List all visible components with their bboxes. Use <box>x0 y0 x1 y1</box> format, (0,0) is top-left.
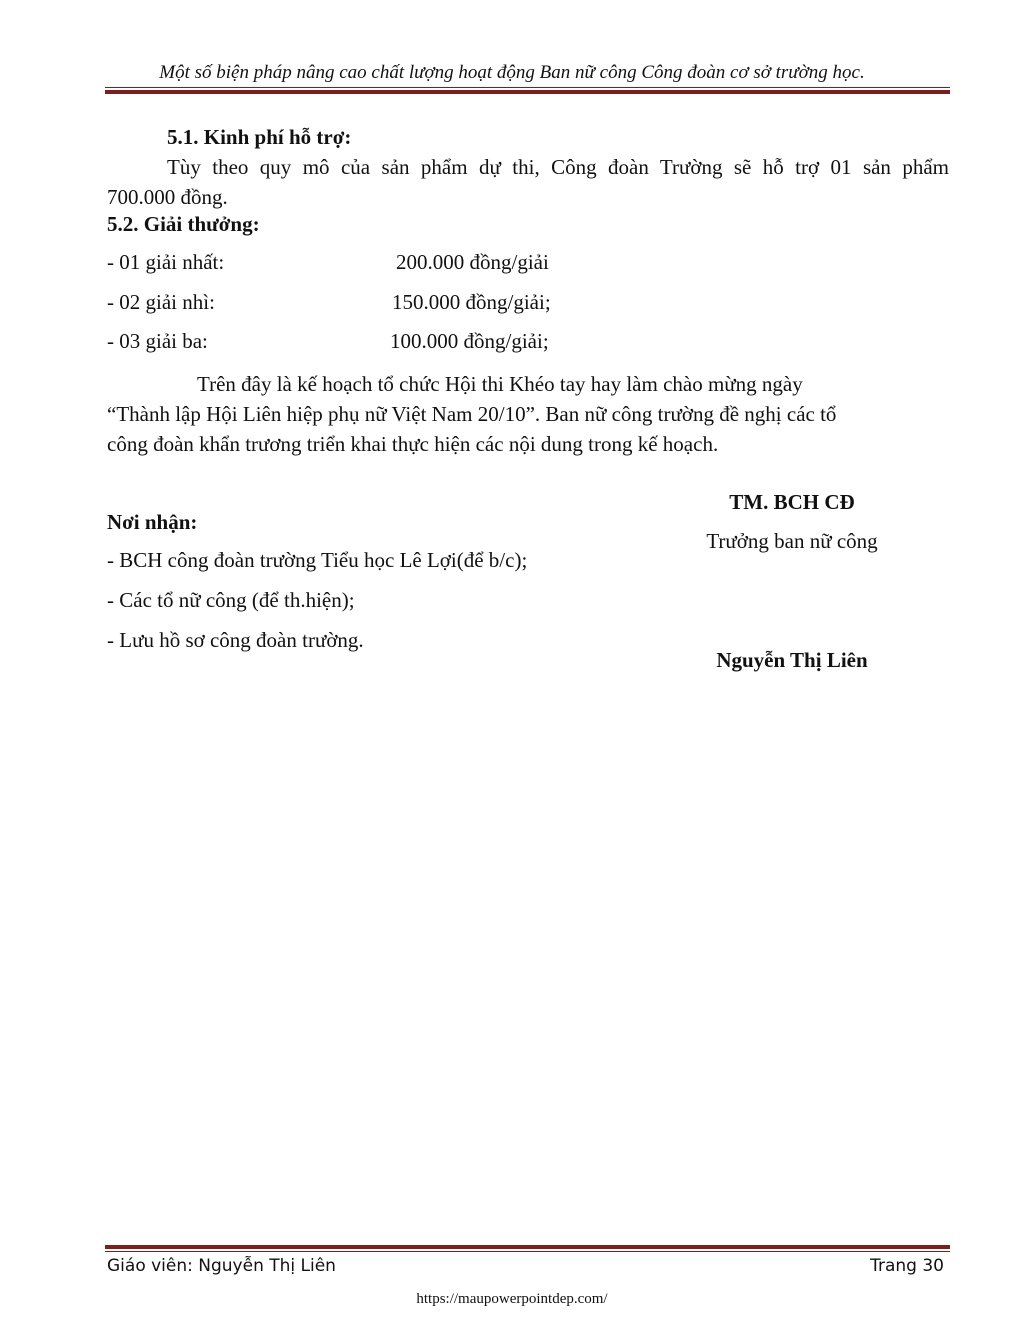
footer-rule-thick <box>105 1245 950 1249</box>
section-5-1-line-2: 700.000 đồng. <box>107 185 228 209</box>
closing-line-2: “Thành lập Hội Liên hiệp phụ nữ Việt Nam 20/10”. Ban nữ công trường đề nghị các tổ <box>107 402 837 426</box>
section-5-2-heading: 5.2. Giải thưởng: <box>107 212 260 236</box>
page-header-title: Một số biện pháp nâng cao chất lượng hoạt động Ban nữ công Công đoàn cơ sở trường học. <box>159 62 865 83</box>
header-rule-thin <box>105 87 950 88</box>
footer-author: Giáo viên: Nguyễn Thị Liên <box>107 1256 336 1276</box>
prize-label-2: - 02 giải nhì: <box>107 290 215 314</box>
closing-line-1: Trên đây là kế hoạch tổ chức Hội thi Khéo tay hay làm chào mừng ngày <box>197 372 803 396</box>
recipients-heading: Nơi nhận: <box>107 510 198 534</box>
footer-url: https://maupowerpointdep.com/ <box>416 1291 608 1307</box>
recipient-item-3: - Lưu hồ sơ công đoàn trường. <box>107 628 364 652</box>
prize-amount-3: 100.000 đồng/giải; <box>390 329 549 353</box>
closing-line-3: công đoàn khẩn trương triển khai thực hiện các nội dung trong kế hoạch. <box>107 432 719 456</box>
signature-org: TM. BCH CĐ <box>729 490 855 514</box>
signature-role: Trưởng ban nữ công <box>706 529 878 553</box>
prize-amount-2: 150.000 đồng/giải; <box>392 290 551 314</box>
prize-label-1: - 01 giải nhất: <box>107 250 225 274</box>
header-rule-thick <box>105 90 950 94</box>
section-5-1-heading: 5.1. Kinh phí hỗ trợ: <box>167 125 352 149</box>
footer-page-number: Trang 30 <box>870 1256 944 1276</box>
signature-name: Nguyễn Thị Liên <box>716 648 868 672</box>
prize-amount-1: 200.000 đồng/giải <box>396 250 549 274</box>
recipient-item-2: - Các tổ nữ công (để th.hiện); <box>107 588 355 612</box>
footer-rule-thin <box>105 1251 950 1252</box>
recipient-item-1: - BCH công đoàn trường Tiểu học Lê Lợi(để b/c); <box>107 548 528 572</box>
prize-label-3: - 03 giải ba: <box>107 329 208 353</box>
section-5-1-line-1: Tùy theo quy mô của sản phẩm dự thi, Công đoàn Trường sẽ hỗ trợ 01 sản phẩm <box>167 155 949 179</box>
